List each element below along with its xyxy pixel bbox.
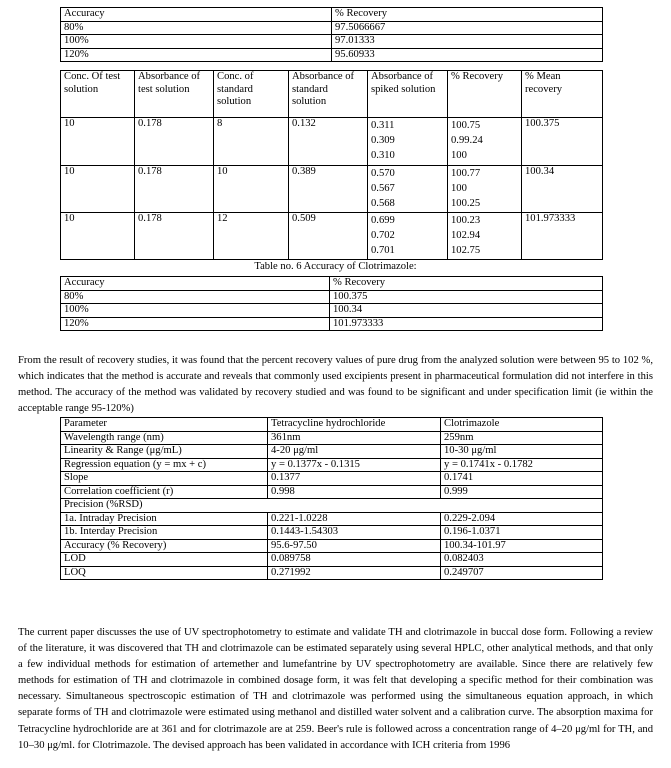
table-cell: 120% <box>61 317 330 331</box>
table-cell: 1a. Intraday Precision <box>61 512 268 526</box>
table-cell: 0.196-1.0371 <box>441 526 603 540</box>
table-row <box>61 539 603 553</box>
recovery-table <box>60 70 603 260</box>
paragraph-text: From the result of recovery studies, it was found that the percent recovery values of pure drug from the analyzed solution were between 95 to 102 %, which indicates that the method is accurate and reveals that commonly used excipients present in pharmaceutical formulation did not interfere in this method. The accuracy of the method was validated by recovery studied and was found to be significant and under specification limit (ie within the acceptable range 95-120%) <box>18 355 653 415</box>
table-cell: 120% <box>61 48 332 62</box>
spiked-value: 0.568 <box>371 198 395 209</box>
recovery-value: 102.94 <box>451 230 481 241</box>
table-cell: 12 <box>214 213 289 260</box>
section-cell: Precision (%RSD) <box>61 499 603 513</box>
table-cell: 0.089758 <box>268 553 441 567</box>
table-cell: 10 <box>61 166 135 213</box>
table-cell: 100.34 <box>522 166 603 213</box>
table-row <box>61 485 603 499</box>
table-cell: 100.34 <box>330 304 603 318</box>
table-row <box>61 431 603 445</box>
table-cell: 97.01333 <box>332 35 603 49</box>
table-cell: 100% <box>61 35 332 49</box>
table-row <box>61 317 603 331</box>
table-cell: 0.229-2.094 <box>441 512 603 526</box>
header-cell: % Recovery <box>332 8 603 22</box>
table-row <box>61 213 603 260</box>
table-row <box>61 566 603 580</box>
table-row <box>61 512 603 526</box>
table-caption: Table no. 6 Accuracy of Clotrimazole: <box>254 261 417 272</box>
table-cell: 0.271992 <box>268 566 441 580</box>
table-cell: 0.509 <box>289 213 368 260</box>
table-cell: 0.1377 <box>268 472 441 486</box>
table-cell: Regression equation (y = mx + c) <box>61 458 268 472</box>
recovery-value: 100.23 <box>451 215 481 226</box>
table-row <box>61 35 603 49</box>
table-cell <box>448 118 522 166</box>
table-cell: 0.1443-1.54303 <box>268 526 441 540</box>
table-cell: 95.6-97.50 <box>268 539 441 553</box>
header-cell: Parameter <box>61 418 268 432</box>
table-cell: 0.178 <box>135 213 214 260</box>
table-row <box>61 118 603 166</box>
table-cell: y = 0.1741x - 0.1782 <box>441 458 603 472</box>
table-header-row <box>61 71 603 118</box>
header-cell: % Recovery <box>330 277 603 291</box>
table-cell <box>448 213 522 260</box>
table-cell: 0.1741 <box>441 472 603 486</box>
table-row <box>61 445 603 459</box>
table-row <box>61 290 603 304</box>
recovery-value: 100.77 <box>451 168 481 179</box>
spiked-value: 0.311 <box>371 120 395 131</box>
table-section-row <box>61 499 603 513</box>
table-row <box>61 472 603 486</box>
table-row <box>61 304 603 318</box>
table-cell: 0.082403 <box>441 553 603 567</box>
table-cell <box>368 118 448 166</box>
recovery-value: 100.25 <box>451 198 481 209</box>
table-cell: 100.34-101.97 <box>441 539 603 553</box>
table-cell: 80% <box>61 290 330 304</box>
table-cell: 0.221-1.0228 <box>268 512 441 526</box>
table-cell: 0.178 <box>135 118 214 166</box>
table-cell <box>368 166 448 213</box>
spiked-value: 0.702 <box>371 230 395 241</box>
table-cell: 97.5066667 <box>332 21 603 35</box>
spiked-value: 0.310 <box>371 150 395 161</box>
table-cell <box>368 213 448 260</box>
table-cell: LOD <box>61 553 268 567</box>
table-cell: 4-20 μg/ml <box>268 445 441 459</box>
table-cell: 0.132 <box>289 118 368 166</box>
table-cell: 0.178 <box>135 166 214 213</box>
table-cell: 10 <box>214 166 289 213</box>
header-cell: Accuracy <box>61 8 332 22</box>
header-cell: Absorbance of test solution <box>135 71 214 118</box>
table-row <box>61 458 603 472</box>
table-cell: 10 <box>61 213 135 260</box>
table-row <box>61 553 603 567</box>
table-cell: 1b. Interday Precision <box>61 526 268 540</box>
table-cell: 8 <box>214 118 289 166</box>
table-cell: 361nm <box>268 431 441 445</box>
table-cell: y = 0.1377x - 0.1315 <box>268 458 441 472</box>
recovery-value: 102.75 <box>451 245 481 256</box>
table-cell: 100.375 <box>330 290 603 304</box>
spiked-value: 0.699 <box>371 215 395 226</box>
spiked-value: 0.309 <box>371 135 395 146</box>
table-cell: 0.249707 <box>441 566 603 580</box>
header-cell: Clotrimazole <box>441 418 603 432</box>
table-row <box>61 48 603 62</box>
table-cell: LOQ <box>61 566 268 580</box>
table-cell <box>448 166 522 213</box>
recovery-value: 100.75 <box>451 120 481 131</box>
table-cell: 10-30 μg/ml <box>441 445 603 459</box>
table-cell: 95.60933 <box>332 48 603 62</box>
header-cell: % Recovery <box>448 71 522 118</box>
paragraph-text: The current paper discusses the use of UV spectrophotometry to estimate and validate TH and clotrimazole in buccal dose form. Following a review of the literature, it was discovered that TH and clotrimazole can be estimated separately using several HPLC, other analytical methods, and that only a few individual methods for estimation of artemether and lumefantrine by UV spectrophotometry are available. Since there are relatively few methods for estimation of TH and clotrimazole in combined dosage form, it was felt that developing a specific method for their combination was necessary. Simultaneous spectroscopic estimation of TH and clotrimazole was performed using the simultaneous equation approach, in which separate forms of TH and clotrimazole were estimated using methanol and distilled water solvent and a calibration curve. The absorption maxima for Tetracycline hydrochloride are at 361 and for clotrimazole are at 259. Beer's rule is followed across a concentration range of 4–20 μg/ml for TH, and 10–30 μg/ml. for Clotrimazole. The devised approach has been validated in accordance with ICH criteria from 1996 <box>18 627 653 751</box>
table-cell: 0.998 <box>268 485 441 499</box>
spiked-value: 0.570 <box>371 168 395 179</box>
results-paragraph <box>18 353 653 417</box>
table-cell: Linearity & Range (μg/mL) <box>61 445 268 459</box>
table-row <box>61 526 603 540</box>
table-cell: Slope <box>61 472 268 486</box>
validation-parameters-table <box>60 417 603 580</box>
table-cell: Correlation coefficient (r) <box>61 485 268 499</box>
table-cell: 100.375 <box>522 118 603 166</box>
table-header-row <box>61 418 603 432</box>
accuracy-table-clotrimazole <box>60 276 603 331</box>
recovery-value: 0.99.24 <box>451 135 483 146</box>
recovery-value: 100 <box>451 183 467 194</box>
spiked-value: 0.567 <box>371 183 395 194</box>
header-cell: Conc. Of test solution <box>61 71 135 118</box>
header-cell: Tetracycline hydrochloride <box>268 418 441 432</box>
table-cell: 101.973333 <box>522 213 603 260</box>
header-cell: Conc. of standard solution <box>214 71 289 118</box>
accuracy-table-1 <box>60 7 603 62</box>
table-cell: Accuracy (% Recovery) <box>61 539 268 553</box>
table-row <box>61 166 603 213</box>
table-header-row <box>61 277 603 291</box>
header-cell: Absorbance of spiked solution <box>368 71 448 118</box>
spiked-value: 0.701 <box>371 245 395 256</box>
table-cell: 100% <box>61 304 330 318</box>
table-cell: 80% <box>61 21 332 35</box>
table-cell: 10 <box>61 118 135 166</box>
table-cell: 0.389 <box>289 166 368 213</box>
header-cell: Absorbance of standard solution <box>289 71 368 118</box>
table-cell: 259nm <box>441 431 603 445</box>
table-cell: 101.973333 <box>330 317 603 331</box>
header-cell: Accuracy <box>61 277 330 291</box>
table-row <box>61 21 603 35</box>
table-cell: Wavelength range (nm) <box>61 431 268 445</box>
table-header-row <box>61 8 603 22</box>
recovery-value: 100 <box>451 150 467 161</box>
discussion-paragraph <box>18 625 653 754</box>
table-cell: 0.999 <box>441 485 603 499</box>
header-cell: % Mean recovery <box>522 71 603 118</box>
